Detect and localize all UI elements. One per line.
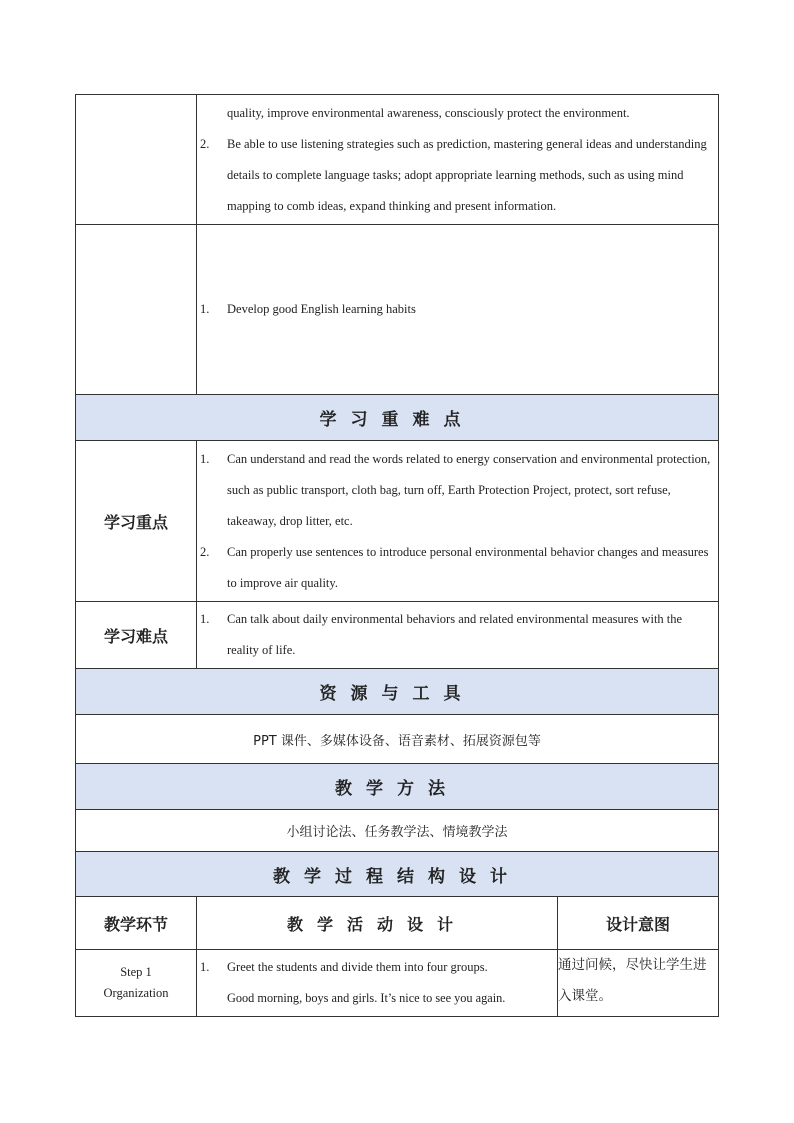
habits-content-cell [197,225,719,395]
methods-band-row [76,764,719,810]
process-band-title: 教学过程结构设计 [76,852,719,897]
difficult-points-label: 学习难点 [76,602,197,669]
methods-row [76,810,719,852]
list-item: 1. Greet the students and divide them into four groups. [200,960,488,974]
activity-continuation-text: Good morning, boys and girls. It’s nice to see you again. [227,991,506,1005]
difficult-points-list [197,604,718,666]
resources-band-row [76,669,719,715]
key-points-label: 学习重点 [76,441,197,602]
activity-list [197,952,557,983]
objectives-list [197,129,718,222]
column-header-intent: 设计意图 [558,897,719,950]
intent-cell: 通过问候，尽快让学生进入课堂。 [558,950,719,1017]
table-row [76,950,719,1017]
list-item: 2. Be able to use listening strategies such as prediction, mastering general ideas and understanding details to complete language tasks; adopt appropriate learning methods, such as using mind mapping to comb ideas, expand thinking and present information. [200,136,707,213]
resources-text: PPT 课件、多媒体设备、语音素材、拓展资源包等 [76,715,719,764]
objectives-continuation-text: quality, improve environmental awareness, consciously protect the environment. [227,105,630,120]
key-points-list [197,444,718,599]
step-number: Step 1 [120,965,152,979]
methods-band-title: 教学方法 [76,764,719,810]
list-item: 1. Can talk about daily environmental behaviors and related environmental measures with the reality of life. [200,612,683,657]
activity-cell [197,950,558,1017]
key-difficult-band-row [76,395,719,441]
key-points-row [76,441,719,602]
list-item: 1. Develop good English learning habits [200,302,416,316]
key-difficult-band-title: 学习重难点 [76,395,719,441]
list-item: 2. Can properly use sentences to introduce personal environmental behavior changes and measures to improve air quality. [200,544,709,590]
key-points-content-cell [197,441,719,602]
process-band-row [76,852,719,897]
stage-cell [76,950,197,1017]
resources-band-title: 资源与工具 [76,669,719,715]
column-header-activity: 教学活动设计 [197,897,558,950]
habits-row [76,225,719,395]
process-header-row [76,897,719,950]
column-header-stage: 教学环节 [76,897,197,950]
habits-label-cell [76,225,197,395]
resources-row [76,715,719,764]
difficult-points-row [76,602,719,669]
objectives-row [76,95,719,225]
habits-list [197,294,718,325]
difficult-points-content-cell [197,602,719,669]
objectives-content-cell [197,95,719,225]
list-item: 1. Can understand and read the words related to energy conservation and environmental protection, such as public transport, cloth bag, turn off, Earth Protection Project, protect, sort refuse, takeaway, drop litter, etc. [200,451,711,528]
lesson-plan-table [75,94,719,1017]
methods-text: 小组讨论法、任务教学法、情境教学法 [76,810,719,852]
objectives-label-cell [76,95,197,225]
step-stage-name: Organization [103,986,169,1000]
